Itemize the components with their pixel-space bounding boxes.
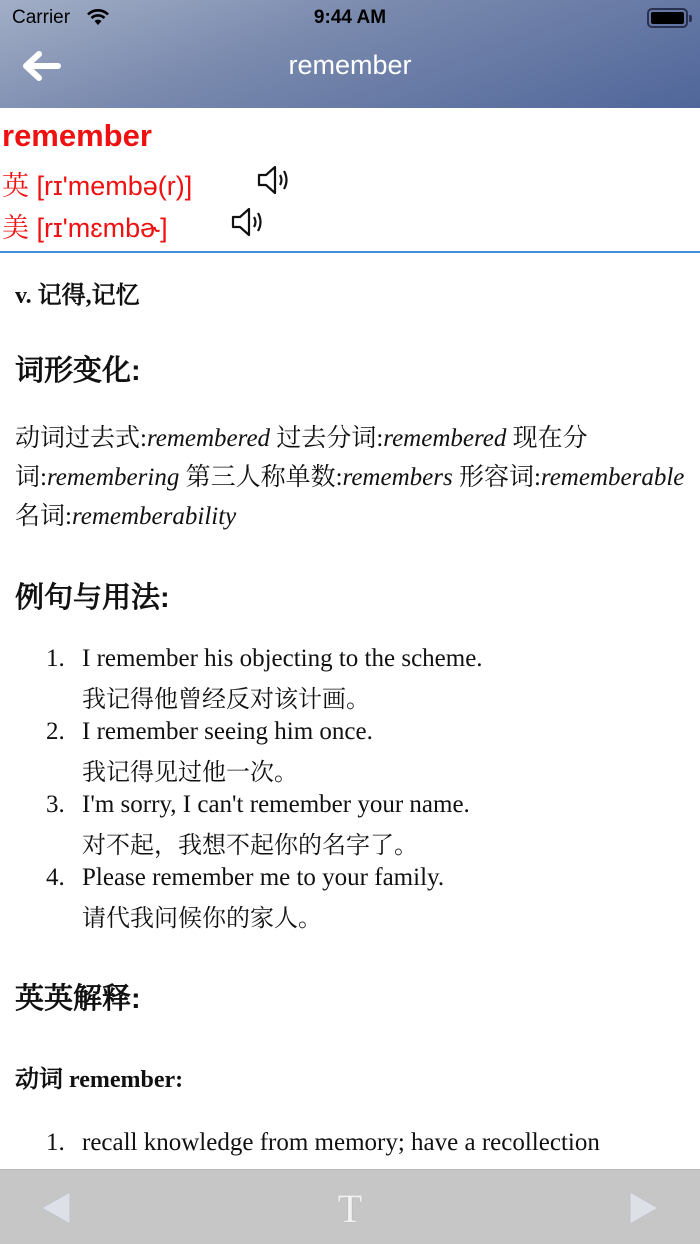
form-label: 形容词:: [458, 464, 541, 491]
word-forms: [15, 419, 695, 536]
us-pronounce-button[interactable]: [230, 206, 266, 238]
example-number: 2.: [46, 718, 65, 745]
headword: remember: [2, 118, 152, 153]
form-label: 第三人称单数:: [185, 464, 343, 491]
page-title: remember: [288, 50, 412, 80]
english-definitions-title: 英英解释:: [15, 983, 141, 1015]
form-value: rememberability: [71, 503, 237, 530]
form-value: rememberable: [540, 464, 685, 491]
form-value: remembers: [342, 464, 453, 491]
carrier-label: Carrier: [12, 7, 71, 28]
examples-list: [0, 645, 700, 937]
example-number: 1.: [46, 645, 65, 672]
previous-button[interactable]: [30, 1170, 90, 1244]
header-divider: [0, 251, 700, 253]
example-chinese: 我记得见过他一次。: [82, 759, 298, 786]
speaker-icon: [256, 164, 292, 196]
example-item: [0, 645, 700, 718]
example-number: 4.: [46, 864, 65, 891]
example-english: Please remember me to your family.: [82, 864, 445, 891]
definition-text: recall knowledge from memory; have a recollection: [82, 1129, 600, 1156]
example-english: I'm sorry, I can't remember your name.: [82, 791, 470, 818]
word-forms-title: 词形变化:: [15, 355, 141, 387]
example-chinese: 我记得他曾经反对该计画。: [82, 686, 370, 713]
clock: 9:44 AM: [313, 7, 387, 28]
example-item: [0, 864, 700, 937]
status-bar: [0, 0, 700, 38]
font-size-button[interactable]: T: [337, 1186, 363, 1231]
speaker-icon: [230, 206, 266, 238]
triangle-left-icon: [30, 1170, 90, 1244]
example-english: I remember seeing him once.: [82, 718, 373, 745]
example-chinese: 请代我问候你的家人。: [82, 905, 322, 932]
uk-phonetic: 英 [rɪ'membə(r)]: [2, 171, 193, 201]
triangle-right-icon: [610, 1170, 670, 1244]
us-phonetic: 美 [rɪ'mɛmbɚ]: [2, 213, 168, 243]
form-label: 过去分词:: [276, 425, 384, 452]
next-button[interactable]: [610, 1170, 670, 1244]
form-value: remembered: [146, 425, 271, 452]
form-label: 名词:: [15, 503, 72, 530]
navigation-bar: [0, 0, 700, 108]
example-item: [0, 718, 700, 791]
examples-title: 例句与用法:: [15, 582, 170, 614]
word-header: [0, 108, 700, 252]
form-label: 动词过去式:: [15, 425, 147, 452]
battery-icon: [647, 8, 688, 28]
example-chinese: 对不起，我想不起你的名字了。: [82, 832, 418, 859]
basic-definition: v. 记得,记忆: [15, 283, 140, 309]
english-definitions-subhead: 动词 remember:: [15, 1067, 184, 1093]
bottom-toolbar: [0, 1169, 700, 1244]
example-english: I remember his objecting to the scheme.: [82, 645, 483, 672]
uk-pronounce-button[interactable]: [256, 164, 292, 196]
example-number: 3.: [46, 791, 65, 818]
form-value: remembering: [46, 464, 180, 491]
form-value: remembered: [383, 425, 507, 452]
example-item: [0, 791, 700, 864]
form-label: 现在分词:: [15, 425, 588, 491]
definition-number: 1.: [46, 1129, 65, 1156]
